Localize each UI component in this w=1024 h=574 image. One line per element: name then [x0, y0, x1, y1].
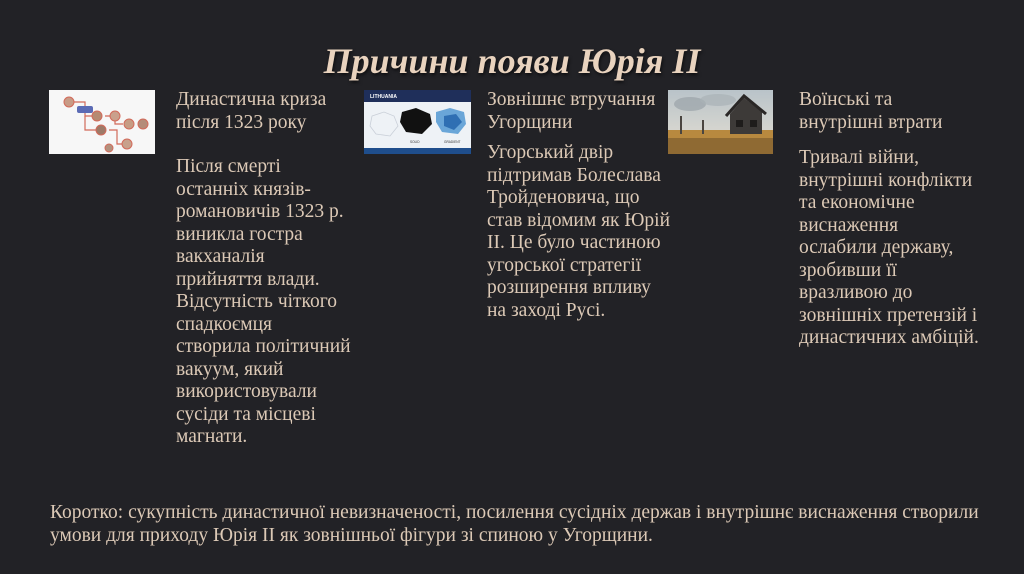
- cause-heading-1: Династична криза після 1323 року: [176, 89, 327, 133]
- family-tree-icon: [49, 90, 155, 154]
- summary-text: Коротко: сукупність династичної невизначеності, посилення сусідніх держав і внутрішнє виснаження створили умови для приходу Юрія II як зовнішньої фігури зі спиною у Угорщини.: [50, 502, 979, 546]
- cause-body-3: Тривалі війни, внутрішні конфлікти та економічне виснаження ослабили державу, зробивши її вразливою до зовнішніх претензій і династичних амбіцій.: [799, 147, 979, 348]
- cause-heading-3: Воїнські та внутрішні втрати: [799, 89, 943, 133]
- cause-heading-2: Зовнішнє втручання Угорщини: [487, 89, 656, 133]
- cause-column-2: [487, 89, 672, 322]
- family-tree-image: [49, 90, 155, 154]
- cause-body-2: Угорський двір підтримав Болеслава Тройденовича, що став відомим як Юрій II. Це було частиною угорської стратегії розширення впливу на заході Русі.: [487, 142, 671, 321]
- cause-body-1: Після смерті останніх князів-романовичів 1323 р. виникла гостра вакханалія прийняття влади. Відсутність чіткого спадкоємця створила політичний вакуум, який використовували сусіди та місцеві магнати.: [176, 156, 351, 447]
- lithuania-map-image: [364, 90, 471, 154]
- slide-title: Причини появи Юрія II: [323, 41, 701, 81]
- map-gradient-label: GRADIENT: [444, 140, 461, 144]
- map-solid-label: SOLID: [410, 140, 420, 144]
- abandoned-house-icon: [668, 90, 773, 154]
- map-icon: [364, 90, 471, 154]
- cause-column-3: [799, 89, 979, 350]
- cause-column-1: [176, 89, 351, 449]
- abandoned-house-image: [668, 90, 773, 154]
- map-header-text: LITHUANIA: [370, 94, 397, 100]
